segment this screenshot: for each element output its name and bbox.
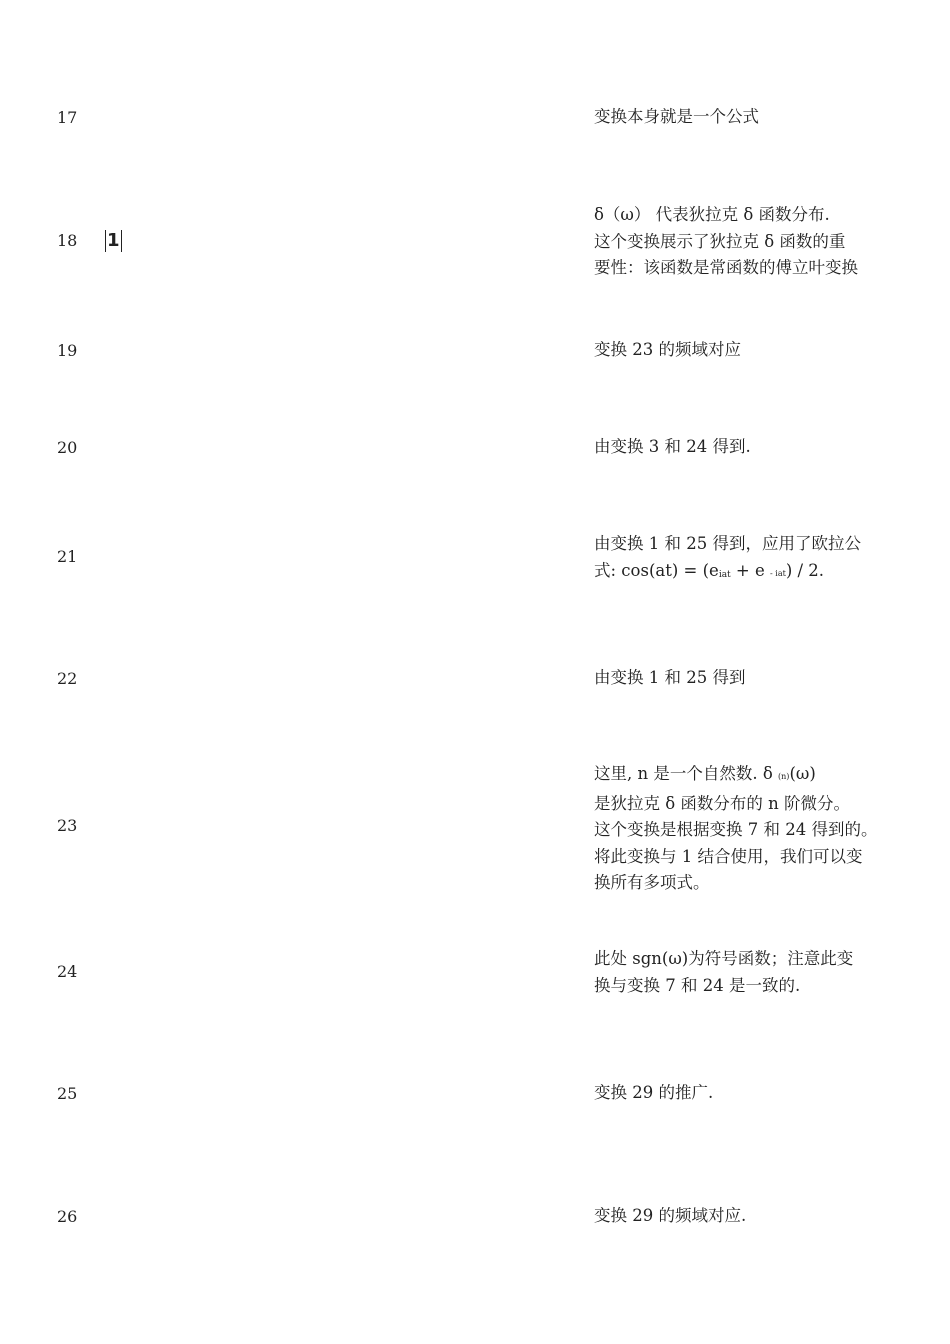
row-number: 21 bbox=[57, 547, 78, 566]
row-number: 17 bbox=[57, 108, 78, 127]
row-number: 26 bbox=[57, 1207, 78, 1226]
description-line: 这个变换是根据变换 7 和 24 得到的。 bbox=[594, 820, 878, 839]
description-line: 换所有多项式。 bbox=[594, 873, 710, 892]
row-number: 19 bbox=[57, 341, 78, 360]
row-number: 18 bbox=[57, 231, 78, 250]
description-line: 变换 29 的频域对应. bbox=[594, 1206, 747, 1225]
description-line: 变换本身就是一个公式 bbox=[594, 107, 759, 126]
description-line: 将此变换与 1 结合使用，我们可以变 bbox=[594, 846, 863, 866]
description-line: 此处 sgn(ω)为符号函数；注意此变 bbox=[594, 949, 854, 968]
formula-placeholder-marker: 1 bbox=[107, 230, 120, 251]
description-line: 这个变换展示了狄拉克 δ 函数的重 bbox=[594, 231, 846, 251]
description-line: δ（ω） 代表狄拉克 δ 函数分布. bbox=[594, 205, 830, 224]
row-number: 25 bbox=[57, 1084, 78, 1103]
description-line: 换与变换 7 和 24 是一致的. bbox=[594, 975, 801, 995]
row-number: 23 bbox=[57, 816, 78, 835]
row-number: 24 bbox=[57, 962, 78, 981]
euler-formula-line bbox=[594, 558, 904, 589]
formula-text: 这里, n 是一个自然数. δ bbox=[594, 764, 779, 783]
formula-text: 式: cos(at) = (e bbox=[594, 560, 719, 580]
row-description bbox=[594, 202, 904, 282]
row-description bbox=[594, 1080, 904, 1107]
formula-text: (ω) bbox=[789, 764, 816, 783]
formula-text: + e bbox=[730, 560, 771, 580]
derivative-order-subscript: (n) bbox=[778, 772, 790, 781]
description-line: 由变换 1 和 25 得到，应用了欧拉公 bbox=[594, 534, 861, 553]
row-description bbox=[594, 761, 904, 897]
row-number: 22 bbox=[57, 669, 78, 688]
row-description bbox=[594, 337, 904, 364]
description-line: 是狄拉克 δ 函数分布的 n 阶微分。 bbox=[594, 793, 851, 813]
row-number: 20 bbox=[57, 438, 78, 457]
exponent-subscript: iat bbox=[718, 569, 731, 580]
formula-text: ) / 2. bbox=[785, 560, 825, 580]
row-description bbox=[594, 104, 904, 131]
exponent-subscript: - iat bbox=[770, 568, 786, 578]
row-description bbox=[594, 1203, 904, 1230]
description-line bbox=[594, 761, 904, 791]
row-description bbox=[594, 665, 904, 692]
description-line: 变换 23 的频域对应 bbox=[594, 340, 741, 359]
row-description bbox=[594, 531, 904, 588]
description-line: 变换 29 的推广. bbox=[594, 1083, 714, 1102]
row-description bbox=[594, 434, 904, 461]
description-line: 由变换 3 和 24 得到. bbox=[594, 437, 751, 456]
row-description bbox=[594, 946, 904, 999]
description-line: 要性：该函数是常函数的傅立叶变换 bbox=[594, 258, 858, 277]
description-line: 由变换 1 和 25 得到 bbox=[594, 668, 746, 687]
